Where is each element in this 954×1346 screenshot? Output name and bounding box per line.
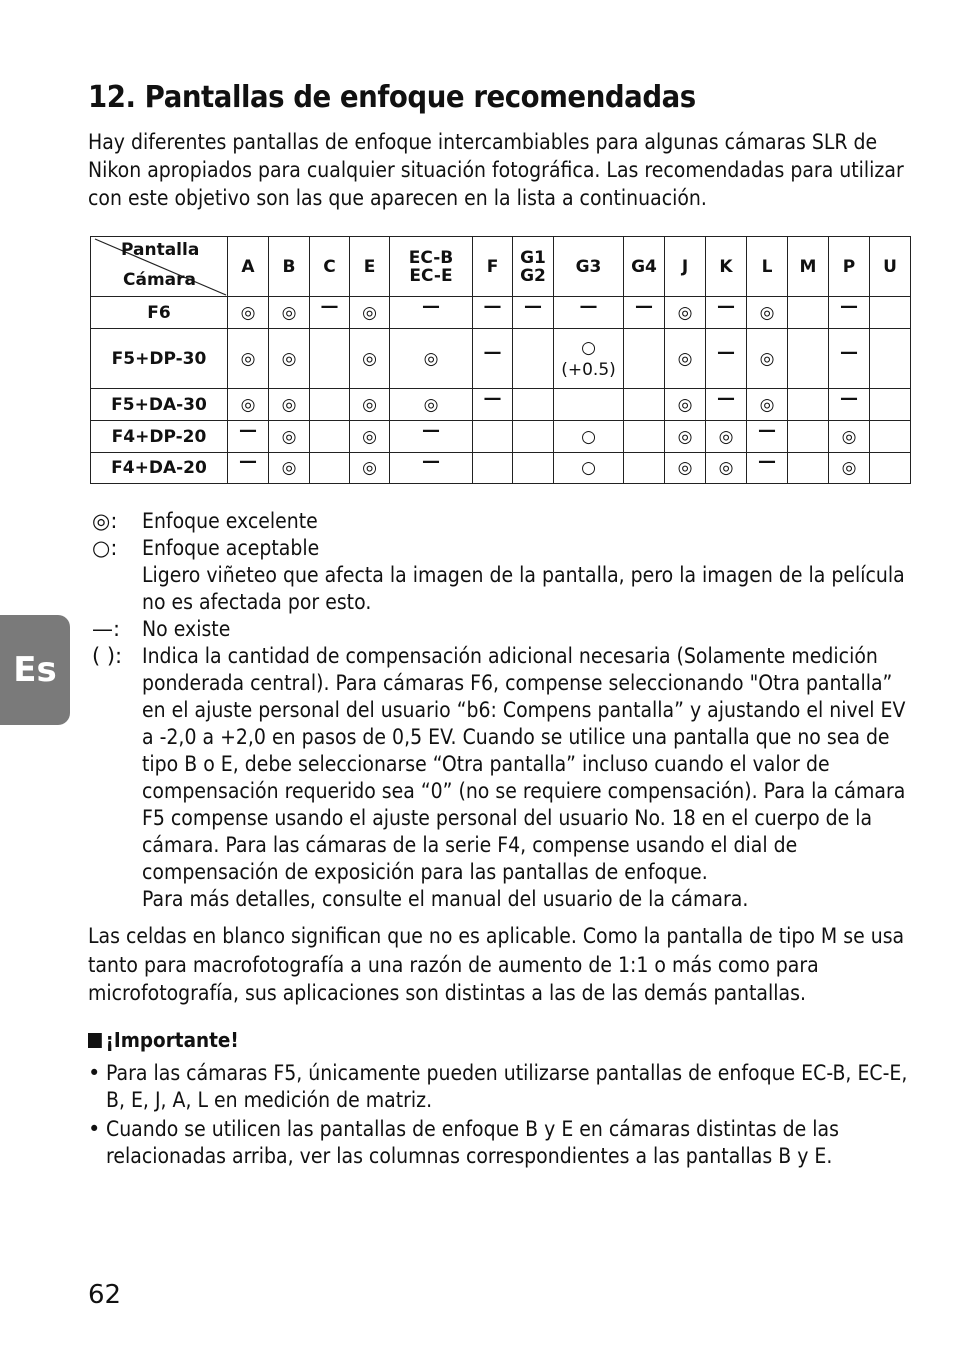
double-circle-icon: ◎ (362, 302, 377, 323)
dash-icon: — (717, 341, 735, 363)
double-circle-icon: ◎ (759, 348, 775, 369)
double-circle-icon: ◎ (718, 426, 734, 447)
table-row (91, 421, 911, 453)
table-cell (706, 389, 747, 421)
dash-icon: — (483, 387, 502, 409)
dash-icon: — (422, 451, 440, 472)
column-header (624, 237, 665, 297)
corner-label-camera: Cámara (123, 270, 196, 290)
double-circle-icon: ◎ (423, 394, 439, 415)
dash-icon: — (422, 419, 440, 441)
dash-icon: — (840, 295, 858, 317)
table-cell (310, 421, 350, 453)
table-cell (269, 389, 310, 421)
table-cell (706, 421, 747, 453)
bullet-line: Para las cámaras F5, únicamente pueden utilizarse pantallas de enfoque EC-B, EC-E, (106, 1061, 908, 1085)
legend-row (92, 616, 954, 643)
circle-icon: ○ (581, 426, 596, 447)
table-cell (350, 389, 390, 421)
dash-icon: — (758, 419, 776, 441)
legend-row (92, 886, 954, 913)
dash-icon: — (758, 451, 776, 472)
table-cell (788, 453, 829, 484)
bullet-dot-icon: • (88, 1117, 101, 1141)
table-cell (706, 453, 747, 484)
table-cell (350, 453, 390, 484)
table-cell (706, 297, 747, 329)
double-circle-icon: ◎ (240, 394, 256, 415)
intro-line: Hay diferentes pantallas de enfoque intercambiables para algunas cámaras SLR de (88, 130, 878, 154)
table-cell (706, 329, 747, 389)
legend-text: Ligero viñeteo que afecta la imagen de la pantalla, pero la imagen de la película (142, 563, 905, 587)
double-circle-icon: ◎ (281, 302, 297, 323)
camera-label: F6 (91, 297, 228, 329)
double-circle-icon: ◎ (240, 302, 256, 323)
column-header (747, 237, 788, 297)
table-cell (228, 453, 269, 484)
legend-symbol: —: (92, 617, 121, 641)
dash-icon: — (840, 341, 858, 363)
table-cell (829, 329, 870, 389)
circle-icon: ○ (581, 337, 596, 358)
column-header-line: A (241, 256, 255, 277)
table-cell (269, 453, 310, 484)
dash-icon: — (635, 295, 653, 317)
table-cell (665, 329, 706, 389)
table-row (91, 453, 911, 484)
double-circle-icon: ◎ (677, 348, 693, 369)
table-cell (747, 389, 788, 421)
legend-text: Indica la cantidad de compensación adicional necesaria (Solamente medición (142, 644, 878, 668)
table-cell (665, 389, 706, 421)
table-cell (624, 329, 665, 389)
double-circle-icon: ◎ (718, 458, 734, 478)
square-bullet-icon (88, 1033, 102, 1048)
bullet-line: B, E, J, A, L en medición de matriz. (106, 1088, 433, 1112)
legend (92, 508, 954, 913)
double-circle-icon: ◎ (362, 348, 377, 369)
camera-label: F4+DA-20 (91, 453, 228, 484)
table-cell (624, 421, 665, 453)
table-cell (554, 389, 624, 421)
table-cell (665, 453, 706, 484)
table-cell (390, 453, 473, 484)
column-header (390, 237, 473, 297)
legend-text: a -2,0 a +2,0 en pasos de 0,5 EV. Cuando se utilice una pantalla que no sea de (142, 725, 890, 749)
legend-text: en el ajuste personal del usuario “b6: Compens pantalla” y ajustando el nivel EV (142, 698, 906, 722)
legend-row (92, 778, 954, 805)
double-circle-icon: ◎ (677, 302, 693, 323)
column-header-line: F (486, 256, 499, 277)
table-cell (829, 297, 870, 329)
table-cell (310, 389, 350, 421)
table-row (91, 329, 911, 389)
table-cell (350, 297, 390, 329)
corner-label-screen: Pantalla (121, 240, 200, 260)
focusing-screens-table (90, 236, 911, 484)
legend-row (92, 805, 954, 832)
table-corner-header (91, 237, 228, 297)
column-header-line: EC-E (409, 265, 453, 286)
table-cell (554, 453, 624, 484)
dash-icon: — (717, 295, 735, 317)
column-header (269, 237, 310, 297)
legend-row (92, 562, 954, 589)
column-header-line: G2 (520, 265, 546, 286)
camera-label: F5+DA-30 (91, 389, 228, 421)
table-cell (228, 389, 269, 421)
table-cell (310, 329, 350, 389)
legend-row (92, 832, 954, 859)
blank-cells-note (88, 922, 954, 1008)
legend-row (92, 751, 954, 778)
intro-line: con este objetivo son las que aparecen en la lista a continuación. (88, 186, 707, 210)
table-cell (310, 297, 350, 329)
page-number: 62 (88, 1280, 122, 1310)
double-circle-icon: ◎ (841, 458, 857, 478)
note-line: microfotografía, sus aplicaciones son distintas a las de las demás pantallas. (88, 981, 806, 1005)
table-cell (554, 329, 624, 389)
column-header (350, 237, 390, 297)
dash-icon: — (320, 295, 339, 317)
column-header-line: G1 (520, 247, 546, 268)
legend-text: Enfoque excelente (142, 509, 318, 533)
table-cell (228, 297, 269, 329)
dash-icon: — (483, 295, 502, 317)
dash-icon: — (840, 387, 858, 409)
bullet-text (88, 1060, 954, 1114)
legend-row (92, 670, 954, 697)
bullet-line: Cuando se utilicen las pantallas de enfoque B y E en cámaras distintas de las (106, 1117, 839, 1141)
legend-row (92, 697, 954, 724)
double-circle-icon: ◎ (281, 458, 297, 478)
table-row (91, 297, 911, 329)
table-cell (870, 453, 911, 484)
column-header (310, 237, 350, 297)
table-cell (554, 421, 624, 453)
legend-row (92, 643, 954, 670)
double-circle-icon: ◎ (240, 348, 256, 369)
table-cell (269, 329, 310, 389)
important-heading (88, 1028, 239, 1052)
column-header (870, 237, 911, 297)
column-header (473, 237, 513, 297)
column-header-line: L (761, 256, 773, 277)
double-circle-icon: ◎ (677, 458, 693, 478)
dash-icon: — (579, 295, 598, 317)
column-header-line: M (799, 256, 817, 277)
bullet-item (88, 1116, 954, 1170)
column-header-line: G3 (575, 256, 602, 277)
column-header-line: K (719, 256, 733, 277)
dash-icon: — (483, 341, 502, 363)
table-row (91, 389, 911, 421)
double-circle-icon: ◎ (362, 394, 377, 415)
table-cell (747, 453, 788, 484)
table-cell (350, 329, 390, 389)
table-cell (829, 453, 870, 484)
double-circle-icon: ◎ (362, 426, 377, 447)
legend-text: No existe (142, 617, 231, 641)
legend-row (92, 589, 954, 616)
legend-row (92, 508, 954, 535)
table-cell (624, 453, 665, 484)
table-cell (269, 297, 310, 329)
table-cell (665, 297, 706, 329)
table-cell (473, 329, 513, 389)
table-cell (228, 329, 269, 389)
table-cell (228, 421, 269, 453)
section-title: 12. Pantallas de enfoque recomendadas (88, 80, 696, 115)
double-circle-icon: ◎ (841, 426, 857, 447)
camera-label: F4+DP-20 (91, 421, 228, 453)
legend-text: Enfoque aceptable (142, 536, 320, 560)
legend-row (92, 859, 954, 886)
legend-text: cámara. Para las cámaras de la serie F4, compense usando el dial de (142, 833, 798, 857)
table-cell (513, 421, 554, 453)
legend-text: ponderada central). Para cámaras F6, compense seleccionando "Otra pantalla” (142, 671, 893, 695)
table-cell (513, 389, 554, 421)
language-tab: Es (0, 615, 70, 725)
dash-icon: — (422, 295, 440, 317)
bullet-line: relacionadas arriba, ver las columnas correspondientes a las pantallas B y E. (106, 1144, 833, 1168)
column-header (706, 237, 747, 297)
table-cell (513, 297, 554, 329)
dash-icon: — (717, 387, 735, 409)
legend-symbol: ○: (92, 536, 118, 560)
table-cell (473, 297, 513, 329)
table-cell (665, 421, 706, 453)
table-cell (350, 421, 390, 453)
table-cell (788, 297, 829, 329)
table-cell (747, 297, 788, 329)
note-line: tanto para macrofotografía a una razón de aumento de 1:1 o más como para (88, 952, 819, 977)
legend-row (92, 535, 954, 562)
double-circle-icon: ◎ (281, 426, 297, 447)
table-cell (788, 389, 829, 421)
table-cell (513, 329, 554, 389)
legend-text: tipo B o E, debe seleccionarse “Otra pantalla” incluso cuando el valor de (142, 752, 830, 776)
legend-symbol: ◎: (92, 509, 118, 533)
double-circle-icon: ◎ (759, 394, 775, 415)
table-cell (473, 389, 513, 421)
camera-label: F5+DP-30 (91, 329, 228, 389)
table-cell (747, 421, 788, 453)
note-line: Las celdas en blanco significan que no es aplicable. Como la pantalla de tipo M se usa (88, 924, 905, 948)
legend-text: F5 compense usando el ajuste personal del usuario No. 18 en el cuerpo de la (142, 806, 873, 830)
double-circle-icon: ◎ (362, 458, 377, 478)
dash-icon: — (239, 419, 257, 441)
table-cell (870, 297, 911, 329)
table-cell (390, 389, 473, 421)
table-cell (473, 453, 513, 484)
compensation-value: (+0.5) (561, 359, 616, 380)
table-cell (390, 421, 473, 453)
table-cell (870, 421, 911, 453)
column-header-line: C (323, 256, 336, 277)
intro-paragraph (88, 128, 904, 212)
table-cell (870, 389, 911, 421)
table-cell (390, 297, 473, 329)
double-circle-icon: ◎ (759, 302, 775, 323)
legend-text: compensación requerido sea “0” (no se requiere compensación). Para la cámara (142, 779, 906, 803)
table-cell (829, 389, 870, 421)
table-cell (269, 421, 310, 453)
table-cell (788, 329, 829, 389)
column-header (554, 237, 624, 297)
column-header-line: E (363, 256, 376, 277)
column-header (788, 237, 829, 297)
column-header (665, 237, 706, 297)
double-circle-icon: ◎ (677, 426, 693, 447)
table-cell (788, 421, 829, 453)
table-cell (829, 421, 870, 453)
important-bullets (88, 1060, 954, 1170)
column-header-line: B (282, 256, 296, 277)
bullet-text (88, 1116, 954, 1170)
column-header-line: U (883, 256, 897, 277)
double-circle-icon: ◎ (423, 348, 439, 369)
double-circle-icon: ◎ (281, 348, 297, 369)
column-header (228, 237, 269, 297)
legend-text: compensación de exposición para las pantallas de enfoque. (142, 860, 708, 884)
column-header (513, 237, 554, 297)
legend-symbol: ( ): (92, 644, 123, 668)
column-header (829, 237, 870, 297)
dash-icon: — (524, 295, 542, 317)
column-header-line: J (681, 256, 689, 277)
table-cell (624, 389, 665, 421)
table-cell (747, 329, 788, 389)
column-header-line: G4 (631, 256, 657, 277)
intro-line: Nikon apropiados para cualquier situación fotográfica. Las recomendadas para utilizar (88, 158, 904, 182)
legend-text: no es afectada por esto. (142, 590, 372, 614)
table-cell (390, 329, 473, 389)
legend-text: Para más detalles, consulte el manual del usuario de la cámara. (142, 887, 749, 911)
table-cell (624, 297, 665, 329)
table-cell (513, 453, 554, 484)
bullet-dot-icon: • (88, 1061, 101, 1085)
legend-row (92, 724, 954, 751)
bullet-item (88, 1060, 954, 1114)
table-cell (554, 297, 624, 329)
double-circle-icon: ◎ (281, 394, 297, 415)
circle-icon: ○ (581, 458, 596, 478)
double-circle-icon: ◎ (677, 394, 693, 415)
table-cell (870, 329, 911, 389)
column-header-line: P (842, 256, 856, 277)
table-cell (310, 453, 350, 484)
table-cell (473, 421, 513, 453)
column-header-line: EC-B (408, 247, 454, 268)
dash-icon: — (239, 451, 257, 472)
important-heading-text: ¡Importante! (105, 1028, 239, 1052)
